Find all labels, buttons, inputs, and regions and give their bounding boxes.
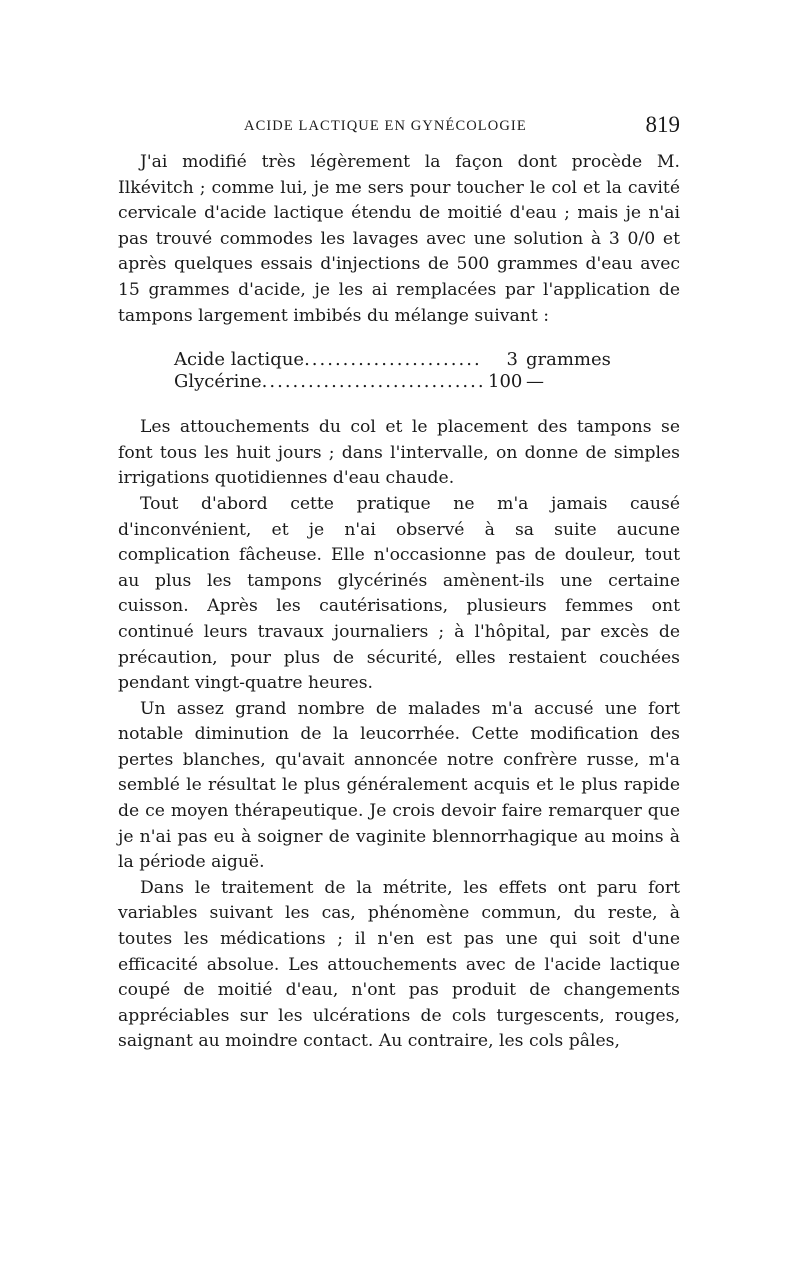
paragraph-1: J'ai modifié très légèrement la façon dont procède M. Ilkévitch ; comme lui, je me sers pour toucher le col et la cavité cervicale d'acide lactique étendu de moitié d'eau ; mais je n'ai pas trouvé commodes les lavages avec une solution à 3 0/0 et après quelques essais d'injections de 500 grammes d'eau avec 15 grammes d'acide, je les ai remplacées par l'application de tampons largement imbibés du mélange suivant : bbox=[118, 152, 680, 326]
paragraph-5: Dans le traitement de la métrite, les effets ont paru fort variables suivant les cas, phénomène commun, du reste, à toutes les médications ; il n'en est pas une qui soit d'une efficacité absolue. Les attouchements avec de l'acide lactique coupé de moitié d'eau, n'ont pas produit de changements appréciables sur les ulcérations de cols turgescents, rouges, saignant au moindre contact. Au contraire, les cols pâles, bbox=[118, 877, 680, 1052]
body-text bbox=[118, 150, 680, 1055]
recipe-ingredient: Glycérine bbox=[174, 371, 262, 393]
running-head bbox=[118, 112, 682, 142]
dot-leader bbox=[304, 349, 482, 371]
recipe-unit: grammes bbox=[526, 349, 611, 371]
page-number: 819 bbox=[645, 112, 680, 137]
paragraph-4: Un assez grand nombre de malades m'a accusé une fort notable diminution de la leucorrhée. Cette modification des pertes blanches, qu'avait annoncée notre confrère russe, m'a semblé le résultat le plus généralement acquis et le plus rapide de ce moyen thérapeutique. Je crois devoir faire remarquer que je n'ai pas eu à soigner de vaginite blennorrhagique au moins à la période aiguë. bbox=[118, 698, 680, 873]
dot-leader bbox=[262, 371, 482, 393]
paragraph-2: Les attouchements du col et le placement des tampons se font tous les huit jours ; dans l'intervalle, on donne de simples irrigations quotidiennes d'eau chaude. bbox=[118, 417, 680, 489]
running-title: ACIDE LACTIQUE EN GYNÉCOLOGIE bbox=[244, 118, 527, 134]
recipe-row bbox=[174, 349, 624, 371]
paragraph-3: Tout d'abord cette pratique ne m'a jamais causé d'inconvénient, et je n'ai observé à sa suite aucune complication fâcheuse. Elle n'occasionne pas de douleur, tout au plus les tampons glycérinés amènent-ils une certaine cuisson. Après les cautérisations, plusieurs femmes ont continué leurs travaux journaliers ; à l'hôpital, par excès de précaution, pour plus de sécurité, elles restaient couchées pendant vingt-quatre heures. bbox=[118, 493, 680, 694]
recipe-list bbox=[174, 349, 624, 393]
recipe-amount: 100 bbox=[488, 371, 523, 393]
recipe-unit: — bbox=[526, 371, 544, 393]
recipe-ingredient: Acide lactique bbox=[174, 349, 305, 371]
recipe-row bbox=[174, 371, 624, 393]
recipe-amount: 3 bbox=[506, 349, 518, 371]
